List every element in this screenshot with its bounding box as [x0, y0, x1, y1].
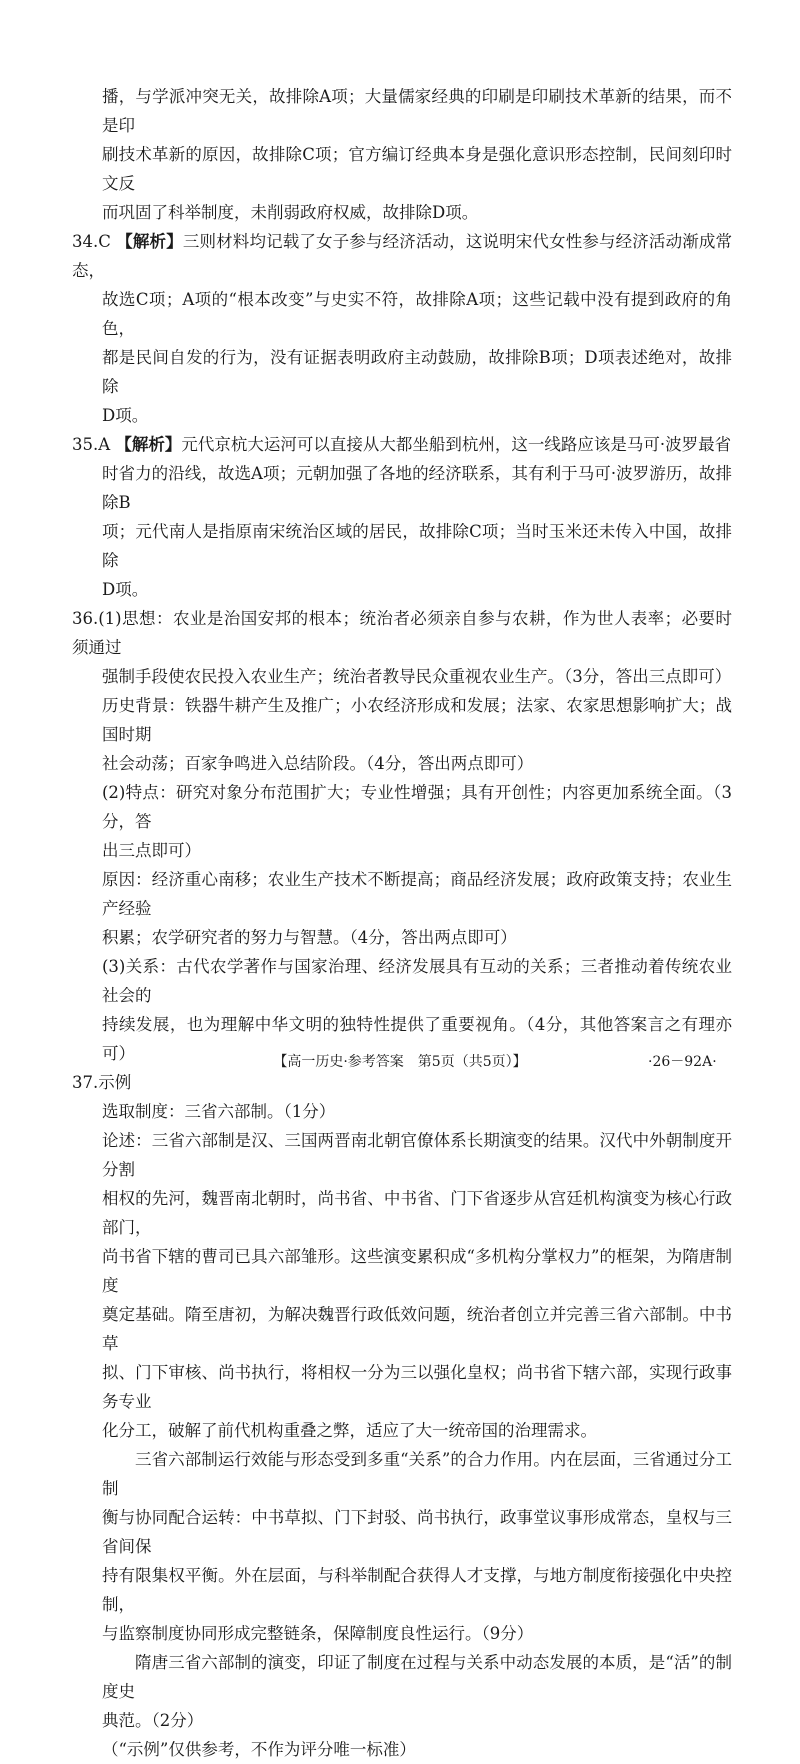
text-line: 论述：三省六部制是汉、三国两晋南北朝官僚体系长期演变的结果。汉代中外朝制度开分割	[102, 1131, 732, 1179]
text-line: 奠定基础。隋至唐初，为解决魏晋行政低效问题，统治者创立并完善三省六部制。中书草	[102, 1305, 732, 1353]
text-line: 化分工，破解了前代机构重叠之弊，适应了大一统帝国的治理需求。	[102, 1421, 597, 1440]
text-line: 时省力的沿线，故选A项；元朝加强了各地的经济联系，其有利于马可·波罗游历，故排除B	[102, 464, 732, 512]
footer-code: ·26－92A·	[648, 1054, 717, 1070]
text-line: 历史背景：铁器牛耕产生及推广；小农经济形成和发展；法家、农家思想影响扩大；战国时期	[102, 696, 732, 744]
text-line: 衡与协同配合运转：中书草拟、门下封驳、尚书执行，政事堂议事形成常态，皇权与三省间保	[102, 1508, 732, 1556]
text-line: 拟、门下审核、尚书执行，将相权一分为三以强化皇权；尚书省下辖六部，实现行政事务专业	[102, 1363, 732, 1411]
text-line: 都是民间自发的行为，没有证据表明政府主动鼓励，故排除B项；D项表述绝对，故排除	[102, 348, 732, 396]
question-34-number: 34.C	[72, 232, 111, 251]
text-line: 典范。（2分）	[102, 1711, 204, 1730]
text-line: 尚书省下辖的曹司已具六部雏形。这些演变累积成“多机构分掌权力”的框架，为隋唐制度	[102, 1247, 732, 1295]
text-line: 选取制度：三省六部制。（1分）	[102, 1102, 336, 1121]
text-line: 原因：经济重心南移；农业生产技术不断提高；商品经济发展；政府政策支持；农业生产经验	[102, 870, 732, 918]
text-line: 项；元代南人是指原南宋统治区域的居民，故排除C项；当时玉米还未传入中国，故排除	[102, 522, 732, 570]
text-line: 积累；农学研究者的努力与智慧。（4分，答出两点即可）	[102, 928, 517, 947]
text-line: 播，与学派冲突无关，故排除A项；大量儒家经典的印刷是印刷技术革新的结果，而不是印	[102, 87, 732, 135]
text-line: 出三点即可）	[102, 841, 201, 860]
intro-block	[72, 82, 732, 227]
text-line: 强制手段使农民投入农业生产；统治者教导民众重视农业生产。（3分，答出三点即可）	[102, 667, 732, 686]
question-35-first-line	[72, 430, 732, 459]
note-line: （“示例”仅供参考，不作为评分唯一标准）	[102, 1740, 416, 1759]
text-line: 相权的先河，魏晋南北朝时，尚书省、中书省、门下省逐步从宫廷机构演变为核心行政部门，	[102, 1189, 732, 1237]
text-line: 三则材料均记载了女子参与经济活动，这说明宋代女性参与经济活动渐成常态，	[72, 232, 733, 280]
question-35-number: 35.A	[72, 435, 111, 454]
footer-title: 【高一历史·参考答案 第5页（共5页）】	[273, 1054, 527, 1070]
question-35	[72, 430, 732, 604]
question-37	[72, 1068, 732, 1764]
question-36-first-line	[72, 604, 732, 662]
text-line: D项。	[102, 580, 149, 599]
text-line: 社会动荡；百家争鸣进入总结阶段。（4分，答出两点即可）	[102, 754, 534, 773]
text-line: 而巩固了科举制度，未削弱政府权威，故排除D项。	[102, 203, 479, 222]
text-line: 持续发展，也为理解中华文明的独特性提供了重要视角。（4分，其他答案言之有理亦可）	[102, 1015, 732, 1063]
text-line: (2)特点：研究对象分布范围扩大；专业性增强；具有开创性；内容更加系统全面。（3分，答	[102, 783, 732, 831]
answer-content	[72, 82, 732, 1764]
text-line: 与监察制度协同形成完整链条，保障制度良性运行。（9分）	[102, 1624, 534, 1643]
question-36	[72, 604, 732, 1068]
page-footer	[0, 1050, 800, 1074]
question-37-number: 37.	[72, 1073, 99, 1092]
question-36-number: 36.	[72, 609, 99, 628]
text-line: 隋唐三省六部制的演变，印证了制度在过程与关系中动态发展的本质，是“活”的制度史	[102, 1653, 732, 1701]
question-34	[72, 227, 732, 430]
text-line: 持有限集权平衡。外在层面，与科举制配合获得人才支撑，与地方制度衔接强化中央控制，	[102, 1566, 732, 1614]
text-line: 元代京杭大运河可以直接从大都坐船到杭州，这一线路应该是马可·波罗最省	[181, 435, 732, 454]
text-line: D项。	[102, 406, 149, 425]
text-line: 故选C项；A项的“根本改变”与史实不符，故排除A项；这些记载中没有提到政府的角色，	[102, 290, 732, 338]
text-line: 示例	[98, 1073, 132, 1092]
text-line: 刷技术革新的原因，故排除C项；官方编订经典本身是强化意识形态控制，民间刻印时文反	[102, 145, 732, 193]
question-34-first-line	[72, 227, 732, 285]
text-line: (3)关系：古代农学著作与国家治理、经济发展具有互动的关系；三者推动着传统农业社会的	[102, 957, 732, 1005]
analysis-tag: 【解析】	[115, 435, 182, 454]
text-line: (1)思想：农业是治国安邦的根本；统治者必须亲自参与农耕，作为世人表率；必要时须通过	[72, 609, 732, 657]
text-line: 三省六部制运行效能与形态受到多重“关系”的合力作用。内在层面，三省通过分工制	[102, 1450, 732, 1498]
analysis-tag: 【解析】	[116, 232, 183, 251]
